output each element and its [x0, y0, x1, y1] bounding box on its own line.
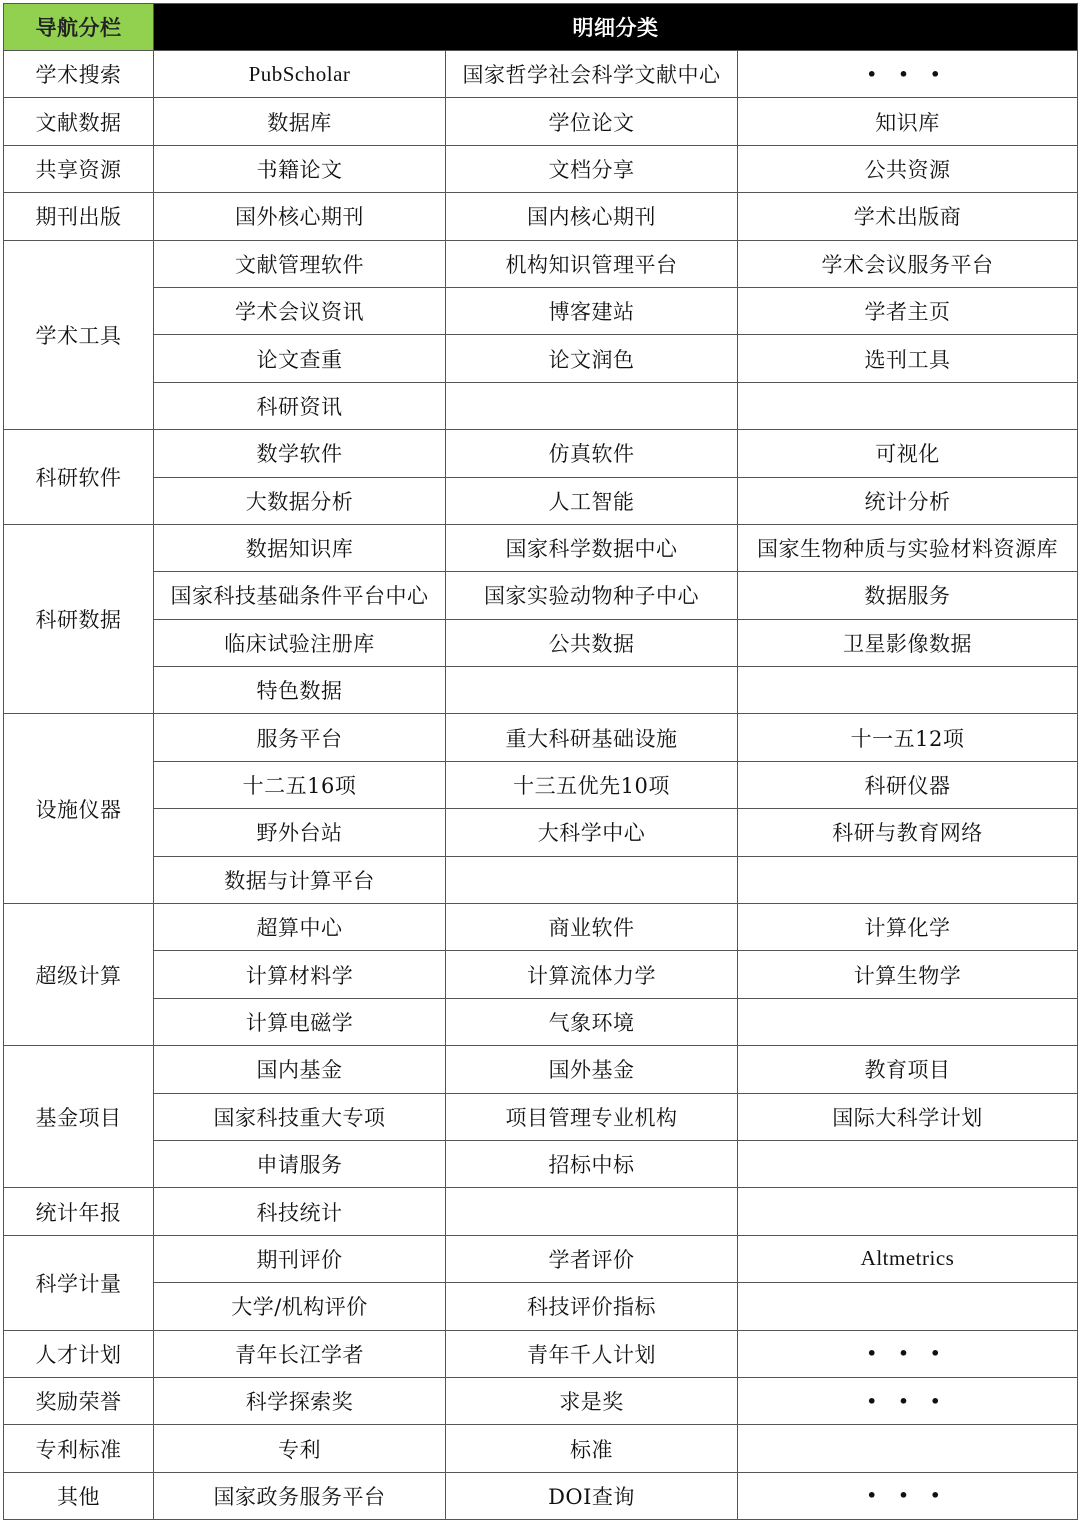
item-cell: 国家哲学社会科学文献中心: [446, 51, 738, 98]
empty-cell: [738, 382, 1078, 429]
item-cell: 国内基金: [154, 1046, 446, 1093]
item-cell: 特色数据: [154, 667, 446, 714]
empty-cell: [738, 1188, 1078, 1235]
item-cell: 书籍论文: [154, 145, 446, 192]
item-cell: 服务平台: [154, 714, 446, 761]
table-row: [4, 1188, 1078, 1235]
table-row: [4, 335, 1078, 382]
more-items-ellipsis: • • •: [738, 1377, 1078, 1424]
item-cell: 国家政务服务平台: [154, 1472, 446, 1519]
table-row: [4, 904, 1078, 951]
item-cell: 学位论文: [446, 98, 738, 145]
item-cell: 国家实验动物种子中心: [446, 572, 738, 619]
item-cell: 数据服务: [738, 572, 1078, 619]
category-cell: 科研软件: [4, 430, 154, 525]
item-cell: PubScholar: [154, 51, 446, 98]
item-cell: 公共资源: [738, 145, 1078, 192]
table-row: [4, 1377, 1078, 1424]
item-cell: 科研与教育网络: [738, 809, 1078, 856]
table-row: [4, 1140, 1078, 1187]
table-row: [4, 1425, 1078, 1472]
category-cell: 共享资源: [4, 145, 154, 192]
table-row: [4, 951, 1078, 998]
table-row: [4, 1046, 1078, 1093]
item-cell: 科研资讯: [154, 382, 446, 429]
item-cell: 国外基金: [446, 1046, 738, 1093]
table-row: [4, 714, 1078, 761]
item-cell: 计算电磁学: [154, 998, 446, 1045]
table-row: [4, 98, 1078, 145]
category-cell: 学术搜索: [4, 51, 154, 98]
table-row: [4, 240, 1078, 287]
item-cell: 论文润色: [446, 335, 738, 382]
item-cell: 国家科学数据中心: [446, 524, 738, 571]
table-row: [4, 51, 1078, 98]
item-cell: 国内核心期刊: [446, 193, 738, 240]
table-row: [4, 761, 1078, 808]
item-cell: 人工智能: [446, 477, 738, 524]
category-cell: 科研数据: [4, 524, 154, 714]
item-cell: 学者主页: [738, 287, 1078, 334]
table-row: [4, 809, 1078, 856]
empty-cell: [738, 1425, 1078, 1472]
item-cell: 学术会议服务平台: [738, 240, 1078, 287]
empty-cell: [446, 1188, 738, 1235]
item-cell: 选刊工具: [738, 335, 1078, 382]
item-cell: 卫星影像数据: [738, 619, 1078, 666]
item-cell: 求是奖: [446, 1377, 738, 1424]
item-cell: 重大科研基础设施: [446, 714, 738, 761]
item-cell: 学者评价: [446, 1235, 738, 1282]
table-row: [4, 287, 1078, 334]
category-cell: 基金项目: [4, 1046, 154, 1188]
item-cell: 论文查重: [154, 335, 446, 382]
item-cell: 气象环境: [446, 998, 738, 1045]
category-cell: 其他: [4, 1472, 154, 1519]
empty-cell: [738, 998, 1078, 1045]
item-cell: 青年千人计划: [446, 1330, 738, 1377]
item-cell: 专利: [154, 1425, 446, 1472]
item-cell: 学术会议资讯: [154, 287, 446, 334]
table-row: [4, 856, 1078, 903]
item-cell: 科研仪器: [738, 761, 1078, 808]
item-cell: 国家科技基础条件平台中心: [154, 572, 446, 619]
item-cell: 学术出版商: [738, 193, 1078, 240]
navigation-table: [3, 3, 1078, 1520]
item-cell: 科技评价指标: [446, 1283, 738, 1330]
item-cell: 数据库: [154, 98, 446, 145]
item-cell: 计算生物学: [738, 951, 1078, 998]
item-cell: 公共数据: [446, 619, 738, 666]
table-row: [4, 430, 1078, 477]
item-cell: 知识库: [738, 98, 1078, 145]
item-cell: 超算中心: [154, 904, 446, 951]
item-cell: 计算材料学: [154, 951, 446, 998]
empty-cell: [738, 1283, 1078, 1330]
item-cell: 商业软件: [446, 904, 738, 951]
item-cell: 计算流体力学: [446, 951, 738, 998]
item-cell: 青年长江学者: [154, 1330, 446, 1377]
item-cell: 大科学中心: [446, 809, 738, 856]
empty-cell: [446, 856, 738, 903]
table-row: [4, 1093, 1078, 1140]
nav-column-header: 导航分栏: [4, 4, 154, 51]
item-cell: 文献管理软件: [154, 240, 446, 287]
table-row: [4, 524, 1078, 571]
item-cell: 机构知识管理平台: [446, 240, 738, 287]
category-cell: 文献数据: [4, 98, 154, 145]
item-cell: 大学/机构评价: [154, 1283, 446, 1330]
empty-cell: [738, 1140, 1078, 1187]
empty-cell: [446, 382, 738, 429]
category-cell: 人才计划: [4, 1330, 154, 1377]
more-items-ellipsis: • • •: [738, 1330, 1078, 1377]
table-body: [4, 51, 1078, 1520]
item-cell: 科技统计: [154, 1188, 446, 1235]
table-row: [4, 477, 1078, 524]
item-cell: 十一五12项: [738, 714, 1078, 761]
table-row: [4, 193, 1078, 240]
item-cell: DOI查询: [446, 1472, 738, 1519]
table-row: [4, 1283, 1078, 1330]
table-row: [4, 572, 1078, 619]
item-cell: 博客建站: [446, 287, 738, 334]
table-row: [4, 382, 1078, 429]
item-cell: 文档分享: [446, 145, 738, 192]
category-cell: 专利标准: [4, 1425, 154, 1472]
more-items-ellipsis: • • •: [738, 51, 1078, 98]
item-cell: 大数据分析: [154, 477, 446, 524]
item-cell: 野外台站: [154, 809, 446, 856]
item-cell: 数学软件: [154, 430, 446, 477]
category-cell: 奖励荣誉: [4, 1377, 154, 1424]
item-cell: 十三五优先10项: [446, 761, 738, 808]
table-row: [4, 998, 1078, 1045]
item-cell: 标准: [446, 1425, 738, 1472]
item-cell: 临床试验注册库: [154, 619, 446, 666]
item-cell: 数据知识库: [154, 524, 446, 571]
item-cell: 国际大科学计划: [738, 1093, 1078, 1140]
item-cell: 数据与计算平台: [154, 856, 446, 903]
item-cell: 科学探索奖: [154, 1377, 446, 1424]
more-items-ellipsis: • • •: [738, 1472, 1078, 1519]
item-cell: Altmetrics: [738, 1235, 1078, 1282]
item-cell: 计算化学: [738, 904, 1078, 951]
category-cell: 统计年报: [4, 1188, 154, 1235]
item-cell: 申请服务: [154, 1140, 446, 1187]
item-cell: 教育项目: [738, 1046, 1078, 1093]
item-cell: 国外核心期刊: [154, 193, 446, 240]
table-row: [4, 667, 1078, 714]
table-row: [4, 1330, 1078, 1377]
empty-cell: [738, 667, 1078, 714]
detail-column-header: 明细分类: [154, 4, 1078, 51]
item-cell: 仿真软件: [446, 430, 738, 477]
item-cell: 期刊评价: [154, 1235, 446, 1282]
item-cell: 项目管理专业机构: [446, 1093, 738, 1140]
item-cell: 十二五16项: [154, 761, 446, 808]
category-cell: 超级计算: [4, 904, 154, 1046]
item-cell: 统计分析: [738, 477, 1078, 524]
table-row: [4, 1235, 1078, 1282]
item-cell: 可视化: [738, 430, 1078, 477]
category-cell: 学术工具: [4, 240, 154, 430]
category-cell: 期刊出版: [4, 193, 154, 240]
category-cell: 科学计量: [4, 1235, 154, 1330]
item-cell: 国家科技重大专项: [154, 1093, 446, 1140]
table-row: [4, 619, 1078, 666]
empty-cell: [446, 667, 738, 714]
header-row: [4, 4, 1078, 51]
item-cell: 国家生物种质与实验材料资源库: [738, 524, 1078, 571]
empty-cell: [738, 856, 1078, 903]
category-cell: 设施仪器: [4, 714, 154, 904]
table-row: [4, 145, 1078, 192]
item-cell: 招标中标: [446, 1140, 738, 1187]
table-row: [4, 1472, 1078, 1519]
